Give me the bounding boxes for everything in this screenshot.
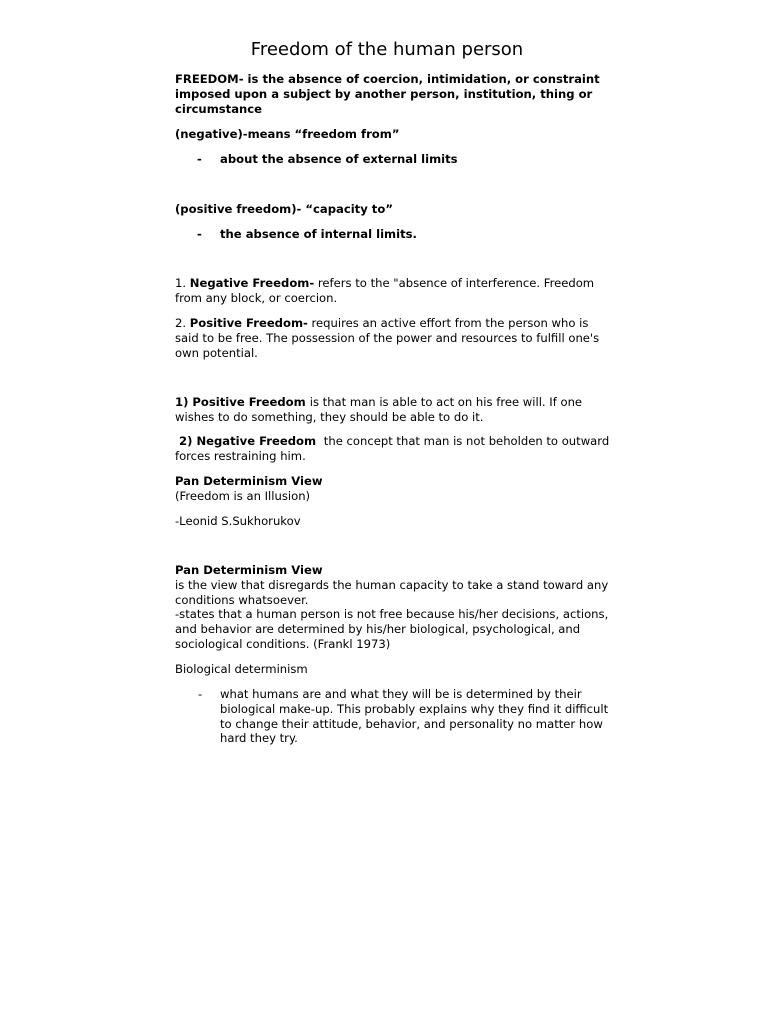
bullet-line: what humans are and what they will be is determined by their — [220, 687, 582, 701]
item-text: from any block, or coercion. — [175, 290, 338, 305]
numbered-item — [175, 316, 615, 360]
biological-bullet-text — [220, 687, 609, 746]
definition-line: circumstance — [175, 101, 263, 116]
item-term: Positive Freedom- — [189, 316, 308, 330]
bullet-marker: - — [198, 687, 203, 701]
section-heading: Pan Determinism View — [175, 474, 323, 488]
item-text: refers to the "absence of interference. Freedom — [314, 276, 595, 290]
section-text: sociological conditions. (Frankl 1973) — [175, 636, 391, 651]
item-text: the concept that man is not beholden to outward — [320, 434, 610, 448]
section-subtitle: (Freedom is an Illusion) — [175, 488, 311, 503]
negative-heading: (negative)-means “freedom from” — [175, 127, 400, 141]
item-text: wishes to do something, they should be able to do it. — [175, 409, 484, 424]
definition-line: FREEDOM- is the absence of coercion, intimidation, or constraint — [175, 72, 600, 86]
freedom-definition — [175, 72, 615, 116]
pan-determinism-section — [175, 474, 615, 504]
item-number: 2. — [175, 316, 190, 330]
section-text: is the view that disregards the human capacity to take a stand toward any — [175, 577, 609, 592]
negative-bullet-text: about the absence of external limits — [220, 152, 458, 166]
bullet-line: to change their attitude, behavior, and personality no matter how — [220, 716, 603, 731]
biological-heading: Biological determinism — [175, 662, 308, 676]
section-text: and behavior are determined by his/her biological, psychological, and — [175, 622, 581, 637]
item-number: 1. — [175, 276, 190, 290]
numbered-item — [175, 276, 615, 306]
item-text: own potential. — [175, 345, 258, 360]
positive-bullet-text: the absence of internal limits. — [220, 227, 417, 241]
definition-line: imposed upon a subject by another person, institution, thing or — [175, 86, 593, 101]
author-line: -Leonid S.Sukhorukov — [175, 514, 301, 528]
bullet-line: biological make-up. This probably explains why they find it difficult — [220, 701, 609, 716]
bullet-line: hard they try. — [220, 731, 298, 746]
section-text: -states that a human person is not free because his/her decisions, actions, — [175, 607, 609, 622]
positive-heading: (positive freedom)- “capacity to” — [175, 202, 393, 216]
bullet-marker: - — [197, 152, 202, 166]
item-text: said to be free. The possession of the power and resources to fulfill one's — [175, 330, 600, 345]
pan-determinism-section — [175, 563, 615, 652]
item-term: 1) Positive Freedom — [175, 395, 310, 409]
section-heading: Pan Determinism View — [175, 563, 323, 577]
numbered-item — [175, 395, 615, 425]
item-text: requires an active effort from the person who is — [307, 316, 589, 330]
item-term: Negative Freedom- — [189, 276, 315, 290]
numbered-item — [175, 434, 615, 464]
section-text: conditions whatsoever. — [175, 592, 309, 607]
item-text: forces restraining him. — [175, 448, 306, 463]
item-text: is that man is able to act on his free will. If one — [309, 395, 583, 409]
item-term: 2) Negative Freedom — [175, 434, 321, 448]
page-title: Freedom of the human person — [250, 39, 524, 60]
bullet-marker: - — [197, 227, 202, 241]
